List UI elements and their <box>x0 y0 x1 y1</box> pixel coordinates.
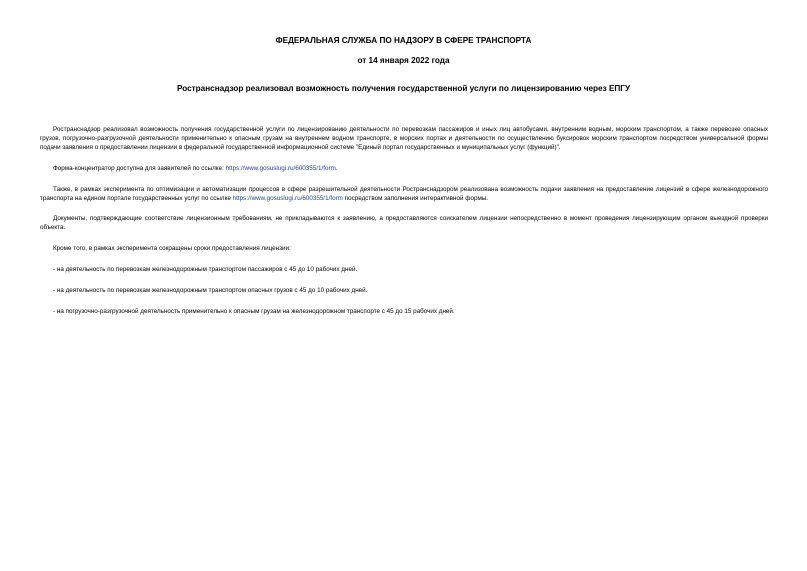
list-item: - на погрузочно-разгрузочной деятельность применительно к опасным грузам на железнодорожном транспорте с 45 до 15 рабочих дней. <box>53 307 455 315</box>
paragraph-railway <box>40 186 768 204</box>
document-body <box>40 126 768 329</box>
gosuslugi-railway-link[interactable]: https://www.gosuslugi.ru/600355/1/form <box>232 194 343 202</box>
list-item: - на деятельность по перевозкам железнодорожным транспортом пассажиров с 45 до 10 рабочих дней. <box>53 266 358 274</box>
document-headline: Ространснадзор реализовал возможность получения государственной услуги по лицензированию через ЕПГУ <box>176 84 631 93</box>
paragraph-documents: Документы, подтверждающие соответствие лицензионным требованиям, не прикладываются к заявлению, а предоставляются соискателем лицензии непосредственно в момент проведения лицензирующим органом выездной проверки объекта. <box>40 215 768 232</box>
paragraph-railway-prefix: Также, в рамках эксперимента по оптимизации и автоматизации процессов в сфере разрешительной деятельности Ространснадзором реализована возможность подачи заявления на предоставление лицензий в сфере железнодорожного транспорта на едином портале государственных услуг по ссылке <box>40 185 768 202</box>
gosuslugi-link[interactable]: https://www.gosuslugi.ru/600355/1/form <box>225 164 336 172</box>
paragraph-form-link <box>40 165 768 174</box>
document-date: от 14 января 2022 года <box>357 56 450 65</box>
paragraph-form-link-suffix: . <box>335 164 338 172</box>
organization-title: ФЕДЕРАЛЬНАЯ СЛУЖБА ПО НАДЗОРУ В СФЕРЕ ТРАНСПОРТА <box>275 36 532 45</box>
paragraph-intro: Ространснадзор реализовал возможность получения государственной услуги по лицензированию деятельности по перевозкам пассажиров и иных лиц автобусами, внутренним водным, морским транспортом, а также перевозке опасных грузов, погрузочно-разгрузочной деятельности применительно к опасным грузам на внутреннем водном транспорте, в морских портах и деятельности по осуществлению буксировок морским транспортом посредством универсальной формы подачи заявления о предоставлении лицензии в федеральной государственной информационной системе "Единый портал государственных и муниципальных услуг (функций)". <box>40 126 768 151</box>
paragraph-railway-suffix: посредством заполнения интерактивной формы. <box>342 194 489 202</box>
list-item: - на деятельность по перевозкам железнодорожным транспортом опасных грузов с 45 до 10 рабочих дней. <box>53 287 368 295</box>
paragraph-terms: Кроме того, в рамках эксперимента сокращены сроки предоставления лицензии: <box>53 245 291 253</box>
paragraph-form-link-prefix: Форма-концентратор доступна для заявителей по ссылке: <box>53 164 226 172</box>
